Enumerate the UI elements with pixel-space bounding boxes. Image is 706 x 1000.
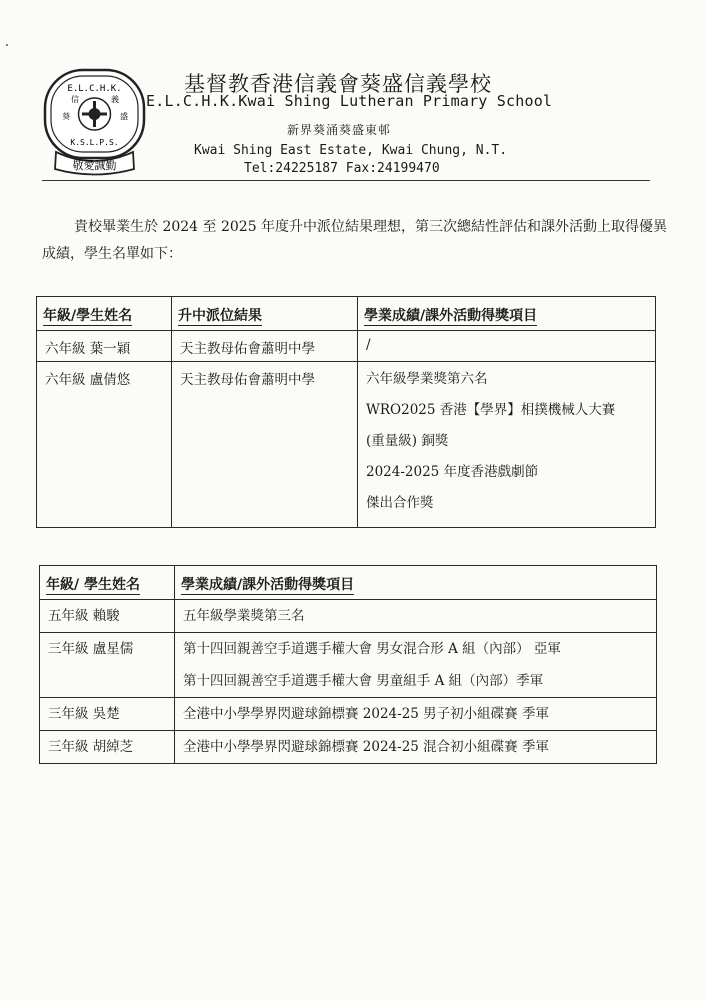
award-line: 傑出合作獎 [366, 495, 434, 511]
tel-fax: Tel:24225187 Fax:24199470 [244, 161, 440, 176]
student-cell: 六年級 盧倩悠 [37, 362, 172, 528]
table-header-row [40, 566, 657, 600]
table-row [40, 633, 657, 698]
awards-cell [358, 331, 656, 362]
award-line: (重量級) 銅獎 [366, 433, 449, 449]
table-row [37, 331, 656, 362]
address-zh: 新界葵涌葵盛東邨 [287, 123, 392, 137]
column-header: 年級/學生姓名 [37, 297, 172, 331]
school-cell: 天主教母佑會蕭明中學 [172, 362, 358, 528]
logo-motto: 敬愛誠勤 [72, 159, 117, 172]
address-en: Kwai Shing East Estate, Kwai Chung, N.T. [194, 143, 508, 158]
school-logo [42, 66, 147, 178]
award-line: 第十四回親善空手道選手權大會 男女混合形 A 組（內部） 亞軍 [183, 641, 561, 657]
student-cell: 三年級 胡綽芝 [40, 731, 175, 764]
column-header: 學業成績/課外活動得獎項目 [175, 566, 657, 600]
logo-bottom-text: K.S.L.P.S. [70, 138, 119, 147]
school-name-en: E.L.C.H.K.Kwai Shing Lutheran Primary School [146, 92, 553, 110]
column-header: 升中派位結果 [172, 297, 358, 331]
award-line: 六年級學業獎第六名 [366, 371, 488, 387]
achievements-table [39, 565, 657, 764]
award-line: 第十四回親善空手道選手權大會 男童組手 A 組（內部）季軍 [183, 673, 544, 689]
student-cell: 六年級 葉一穎 [37, 331, 172, 362]
table-row [37, 362, 656, 528]
school-name-zh: 基督教香港信義會葵盛信義學校 [184, 72, 492, 96]
award-line: 全港中小學學界閃避球錦標賽 2024-25 混合初小組碟賽 季軍 [183, 739, 549, 755]
award-line: / [366, 337, 371, 353]
school-cell: 天主教母佑會蕭明中學 [172, 331, 358, 362]
table-row [40, 600, 657, 633]
scan-speck [6, 44, 8, 46]
table-row [40, 698, 657, 731]
logo-char: 葵 [62, 112, 70, 121]
intro-paragraph: 貴校畢業生於 2024 至 2025 年度升中派位結果理想，第三次總結性評估和課外活動上取得優異成績，學生名單如下： [42, 219, 668, 262]
award-line: 五年級學業獎第三名 [183, 608, 305, 624]
student-cell: 五年級 賴駿 [40, 600, 175, 633]
table-header-row [37, 297, 656, 331]
awards-cell [358, 362, 656, 528]
awards-cell [175, 633, 657, 698]
awards-cell [175, 698, 657, 731]
graduates-table [36, 296, 656, 528]
header-divider [42, 180, 650, 181]
column-header: 學業成績/課外活動得獎項目 [358, 297, 656, 331]
student-cell: 三年級 盧星儒 [40, 633, 175, 698]
logo-char: 信 [71, 95, 79, 104]
column-header: 年級/ 學生姓名 [40, 566, 175, 600]
awards-cell [175, 600, 657, 633]
logo-char: 義 [111, 95, 119, 104]
award-line: 全港中小學學界閃避球錦標賽 2024-25 男子初小組碟賽 季軍 [183, 706, 549, 722]
student-cell: 三年級 吳楚 [40, 698, 175, 731]
awards-cell [175, 731, 657, 764]
award-line: 2024-2025 年度香港戲劇節 [366, 464, 539, 480]
award-line: WRO2025 香港【學界】相撲機械人大賽 [366, 402, 616, 418]
table-row [40, 731, 657, 764]
logo-top-text: E.L.C.H.K. [67, 84, 122, 94]
logo-char: 盛 [120, 112, 128, 121]
